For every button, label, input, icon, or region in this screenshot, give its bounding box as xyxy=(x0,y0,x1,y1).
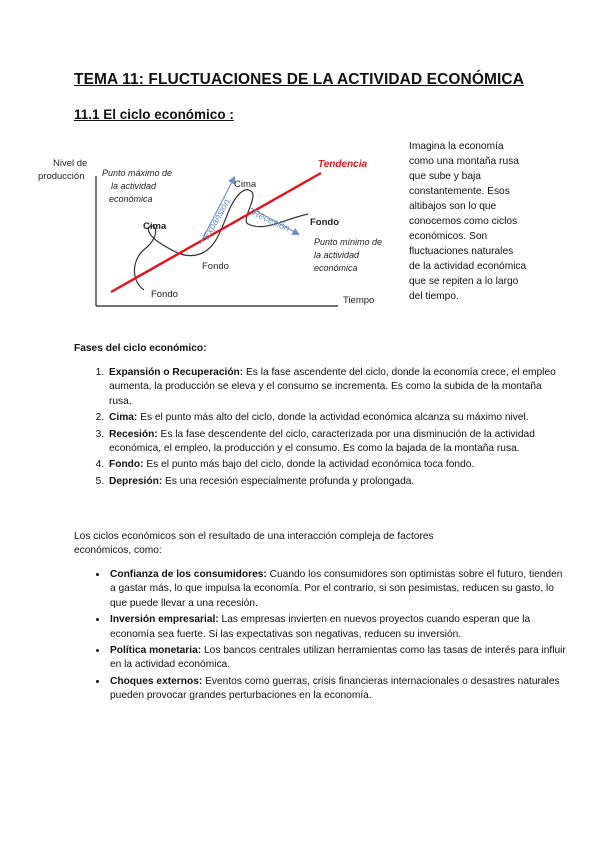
peak-annotation-line: Punto máximo de xyxy=(102,168,173,178)
phase-term: Fondo: xyxy=(109,459,144,471)
factor-text: Cuando los consumidores son optimistas sobre el futuro, tienden a gastar más, lo que impulsa la economía. Por el contrario, si son pesimistas, reducen su gasto, lo que puede llevar a una recesión. xyxy=(110,569,563,609)
phase-item xyxy=(107,428,567,457)
factor-item xyxy=(108,675,568,704)
recession-label: Recesión xyxy=(250,207,292,235)
phases-list xyxy=(74,366,567,491)
factors-list xyxy=(74,568,568,706)
peak-annotation-line: económica xyxy=(109,194,153,204)
trough-annotation-line: económica xyxy=(314,263,358,273)
phase-item xyxy=(107,411,567,425)
fondo-label-mid: Fondo xyxy=(202,261,229,272)
section-heading: 11.1 El ciclo económico : xyxy=(74,107,234,122)
factor-text: Los bancos centrales utilizan herramientas como las tasas de interés para influir en la actividad económica. xyxy=(110,645,566,671)
phase-item xyxy=(107,475,567,489)
fondo-label-bottom: Fondo xyxy=(151,289,178,300)
phase-text: Es el punto más alto del ciclo, donde la actividad económica alcanza su máximo nivel. xyxy=(137,412,529,424)
trend-label: Tendencia xyxy=(318,159,368,170)
trough-annotation-line: Punto mínimo de xyxy=(314,237,383,247)
y-axis-label-line2: producción xyxy=(38,171,85,182)
cima-label-top: Cima xyxy=(234,179,257,190)
phase-text: Es una recesión especialmente profunda y prolongada. xyxy=(162,475,415,487)
cima-label-left: Cima xyxy=(143,221,167,232)
phase-term: Depresión: xyxy=(109,475,163,487)
phase-term: Cima: xyxy=(109,412,138,424)
phase-text: Es la fase descendente del ciclo, caracterizada por una disminución de la actividad económica, el empleo, la producción y el consumo. Es como la bajada de la montaña rusa. xyxy=(109,428,535,455)
factor-item xyxy=(108,613,568,642)
factor-text: Las empresas invierten en nuevos proyectos cuando esperan que la economía sea fuerte. Si las expectativas son negativas, reducen su inversión. xyxy=(110,614,531,640)
phase-item xyxy=(107,458,567,472)
business-cycle-figure xyxy=(38,148,383,320)
phase-term: Expansión o Recuperación: xyxy=(109,367,244,378)
phase-text: Es la fase ascendente del ciclo, donde la economía crece, el empleo aumenta, la producción se eleva y el consumo se incrementa. Es como la subida de la montaña rusa. xyxy=(109,367,556,407)
side-note: Imagina la economía como una montaña rusa que sube y baja constantemente. Esos altibajos son lo que conocemos como ciclos económicos. Son fluctuaciones naturales de la actividad económica que se repiten a lo largo del tiempo. xyxy=(409,141,527,302)
phases-heading: Fases del ciclo económico: xyxy=(74,343,207,354)
fondo-label-right: Fondo xyxy=(310,217,340,228)
trough-annotation-line: la actividad xyxy=(314,250,360,260)
peak-annotation xyxy=(102,168,175,204)
factor-item xyxy=(108,644,568,673)
factor-text: Eventos como guerras, crisis financieras internacionales o desastres naturales pueden provocar grandes perturbaciones en la economía. xyxy=(110,675,560,702)
phase-term: Recesión: xyxy=(109,428,158,440)
factors-intro: Los ciclos económicos son el resultado de una interacción compleja de factores económicos, como: xyxy=(74,531,434,557)
factor-term: Choques externos: xyxy=(110,675,203,687)
x-axis-label: Tiempo xyxy=(343,295,375,306)
factor-term: Confianza de los consumidores: xyxy=(110,569,267,580)
peak-annotation-line: la actividad xyxy=(111,181,157,191)
trough-annotation xyxy=(314,237,385,273)
factor-term: Inversión empresarial: xyxy=(110,614,219,626)
y-axis-label-line1: Nivel de xyxy=(53,158,88,169)
phase-text: Es el punto más bajo del ciclo, donde la actividad económica toca fondo. xyxy=(143,459,475,471)
phase-item xyxy=(107,366,567,409)
document-title: TEMA 11: FLUCTUACIONES DE LA ACTIVIDAD ECONÓMICA xyxy=(74,71,525,88)
factor-term: Política monetaria: xyxy=(110,645,202,657)
factor-item xyxy=(108,568,568,611)
expansion-label: Expansión xyxy=(201,197,233,242)
